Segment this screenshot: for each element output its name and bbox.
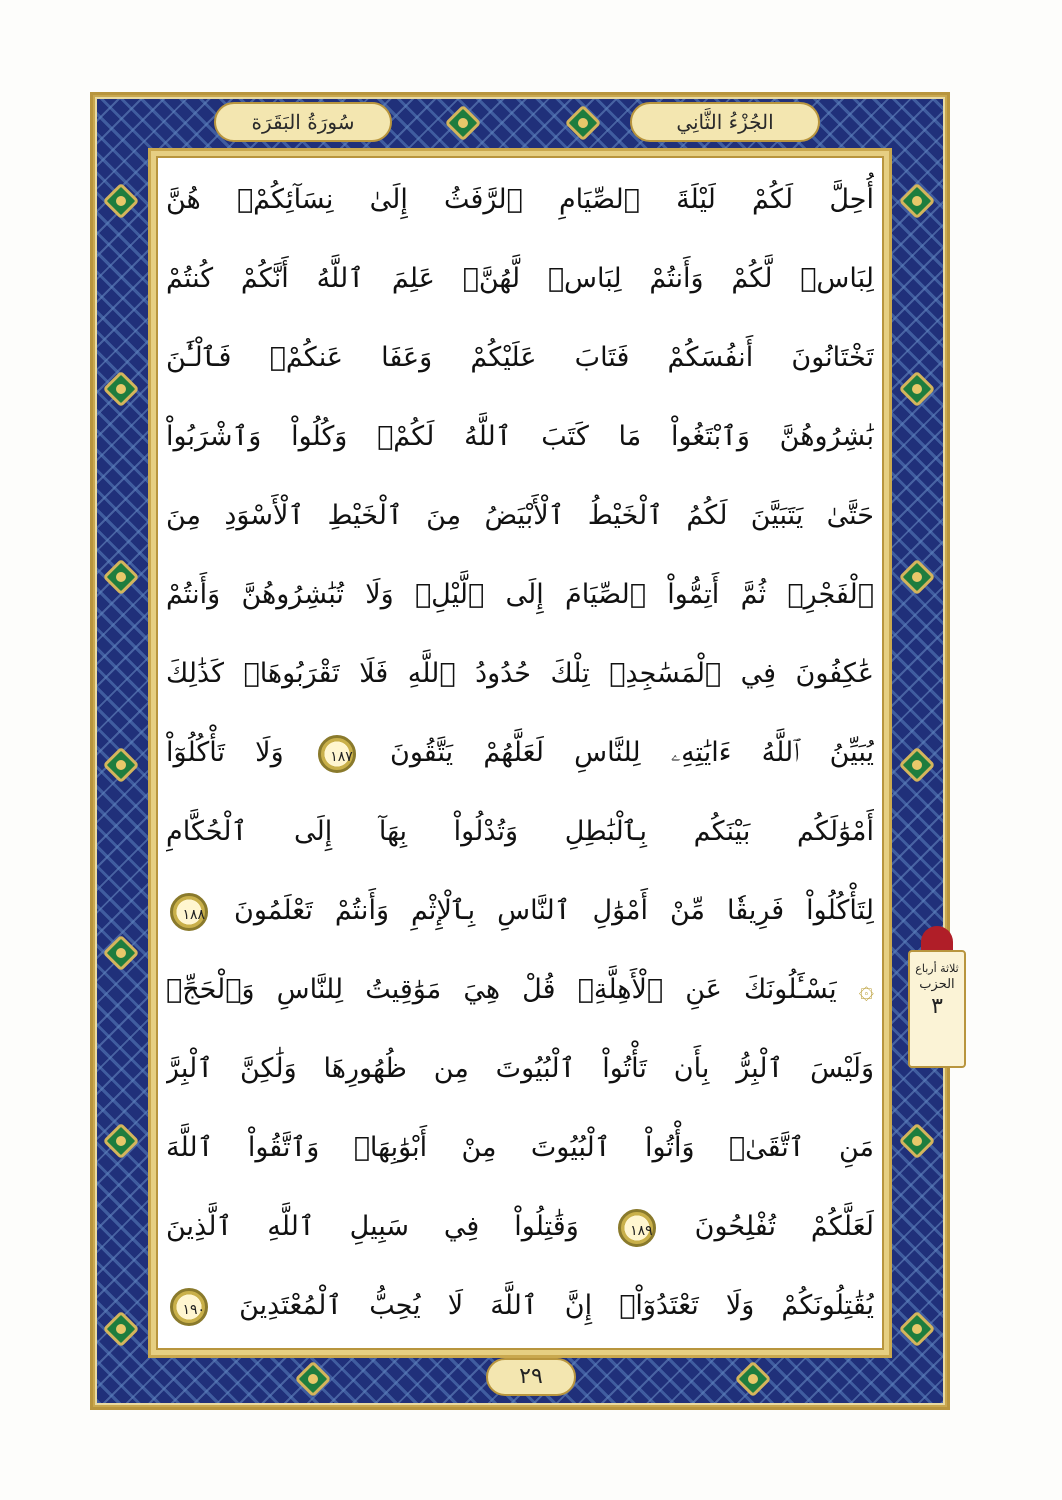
text-line bbox=[166, 871, 874, 950]
ayah-number-marker: ١٩٠ bbox=[170, 1288, 208, 1326]
text-line bbox=[166, 1266, 874, 1345]
verse-segment: لَعَلَّكُمْ تُفْلِحُونَ bbox=[694, 1211, 874, 1242]
text-line bbox=[166, 1187, 874, 1266]
text-line bbox=[166, 950, 874, 1029]
text-line: لِبَاسٞ لَّكُمْ وَأَنتُمْ لِبَاسٞ لَّهُنَّۗ عَلِمَ ٱللَّهُ أَنَّكُمْ كُنتُمْ bbox=[166, 263, 874, 294]
text-line: وَلَيْسَ ٱلْبِرُّ بِأَن تَأْتُواْ ٱلْبُيُوتَ مِن ظُهُورِهَا وَلَٰكِنَّ ٱلْبِرَّ bbox=[166, 1053, 874, 1084]
verse-segment: يَسْـَٔلُونَكَ عَنِ ٱلْأَهِلَّةِۖ قُلْ هِيَ مَوَٰقِيتُ لِلنَّاسِ وَٱلْحَجِّۗ bbox=[166, 974, 837, 1005]
page-number: ٢٩ bbox=[486, 1358, 576, 1396]
rub-el-hizb-icon: ۞ bbox=[858, 975, 874, 1005]
verse-segment: يُبَيِّنُ ٱللَّهُ ءَايَٰتِهِۦ لِلنَّاسِ لَعَلَّهُمْ يَتَّقُونَ bbox=[390, 737, 874, 768]
hizb-label: الحزب bbox=[919, 977, 955, 992]
verse-segment: يُقَٰتِلُونَكُمْ وَلَا تَعْتَدُوٓاْۚ إِنَّ ٱللَّهَ لَا يُحِبُّ ٱلْمُعْتَدِينَ bbox=[239, 1290, 874, 1321]
text-line bbox=[166, 713, 874, 792]
hizb-number: ٣ bbox=[931, 994, 943, 1019]
text-line: أُحِلَّ لَكُمْ لَيْلَةَ ٱلصِّيَامِ ٱلرَّفَثُ إِلَىٰ نِسَآئِكُمْۚ هُنَّ bbox=[166, 184, 874, 215]
hizb-marker bbox=[908, 950, 966, 1068]
ayah-number-marker: ١٨٧ bbox=[318, 735, 356, 773]
text-line: حَتَّىٰ يَتَبَيَّنَ لَكُمُ ٱلْخَيْطُ ٱلْأَبْيَضُ مِنَ ٱلْخَيْطِ ٱلْأَسْوَدِ مِنَ bbox=[166, 500, 874, 531]
verse-segment: وَقَٰتِلُواْ فِي سَبِيلِ ٱللَّهِ ٱلَّذِينَ bbox=[166, 1211, 579, 1242]
hizb-fraction: ثلاثة أرباع bbox=[915, 962, 959, 975]
text-line: أَمْوَٰلَكُم بَيْنَكُم بِٱلْبَٰطِلِ وَتُدْلُواْ بِهَآ إِلَى ٱلْحُكَّامِ bbox=[166, 816, 874, 847]
text-line: ٱلْفَجْرِۖ ثُمَّ أَتِمُّواْ ٱلصِّيَامَ إِلَى ٱلَّيْلِۚ وَلَا تُبَٰشِرُوهُنَّ وَأَنتُمْ bbox=[166, 579, 874, 610]
text-line: مَنِ ٱتَّقَىٰۗ وَأْتُواْ ٱلْبُيُوتَ مِنْ أَبْوَٰبِهَاۚ وَٱتَّقُواْ ٱللَّهَ bbox=[166, 1132, 874, 1163]
text-line: تَخْتَانُونَ أَنفُسَكُمْ فَتَابَ عَلَيْكُمْ وَعَفَا عَنكُمْۖ فَٱلْـَٰٔنَ bbox=[166, 342, 874, 373]
juz-name: الجُزْءُ الثَّانِي bbox=[630, 102, 820, 142]
text-line: بَٰشِرُوهُنَّ وَٱبْتَغُواْ مَا كَتَبَ ٱللَّهُ لَكُمْۚ وَكُلُواْ وَٱشْرَبُواْ bbox=[166, 421, 874, 452]
ayah-number-marker: ١٨٨ bbox=[170, 893, 208, 931]
ayah-number-marker: ١٨٩ bbox=[618, 1209, 656, 1247]
surah-name: سُورَةُ البَقَرَة bbox=[214, 102, 392, 142]
verse-segment: وَلَا تَأْكُلُوٓاْ bbox=[166, 737, 284, 768]
verse-text bbox=[166, 160, 874, 1345]
text-line: عَٰكِفُونَ فِي ٱلْمَسَٰجِدِۗ تِلْكَ حُدُودُ ٱللَّهِ فَلَا تَقْرَبُوهَاۗ كَذَٰلِكَ bbox=[166, 658, 874, 689]
verse-segment: لِتَأْكُلُواْ فَرِيقٗا مِّنْ أَمْوَٰلِ ٱلنَّاسِ بِٱلْإِثْمِ وَأَنتُمْ تَعْلَمُونَ bbox=[233, 895, 874, 926]
